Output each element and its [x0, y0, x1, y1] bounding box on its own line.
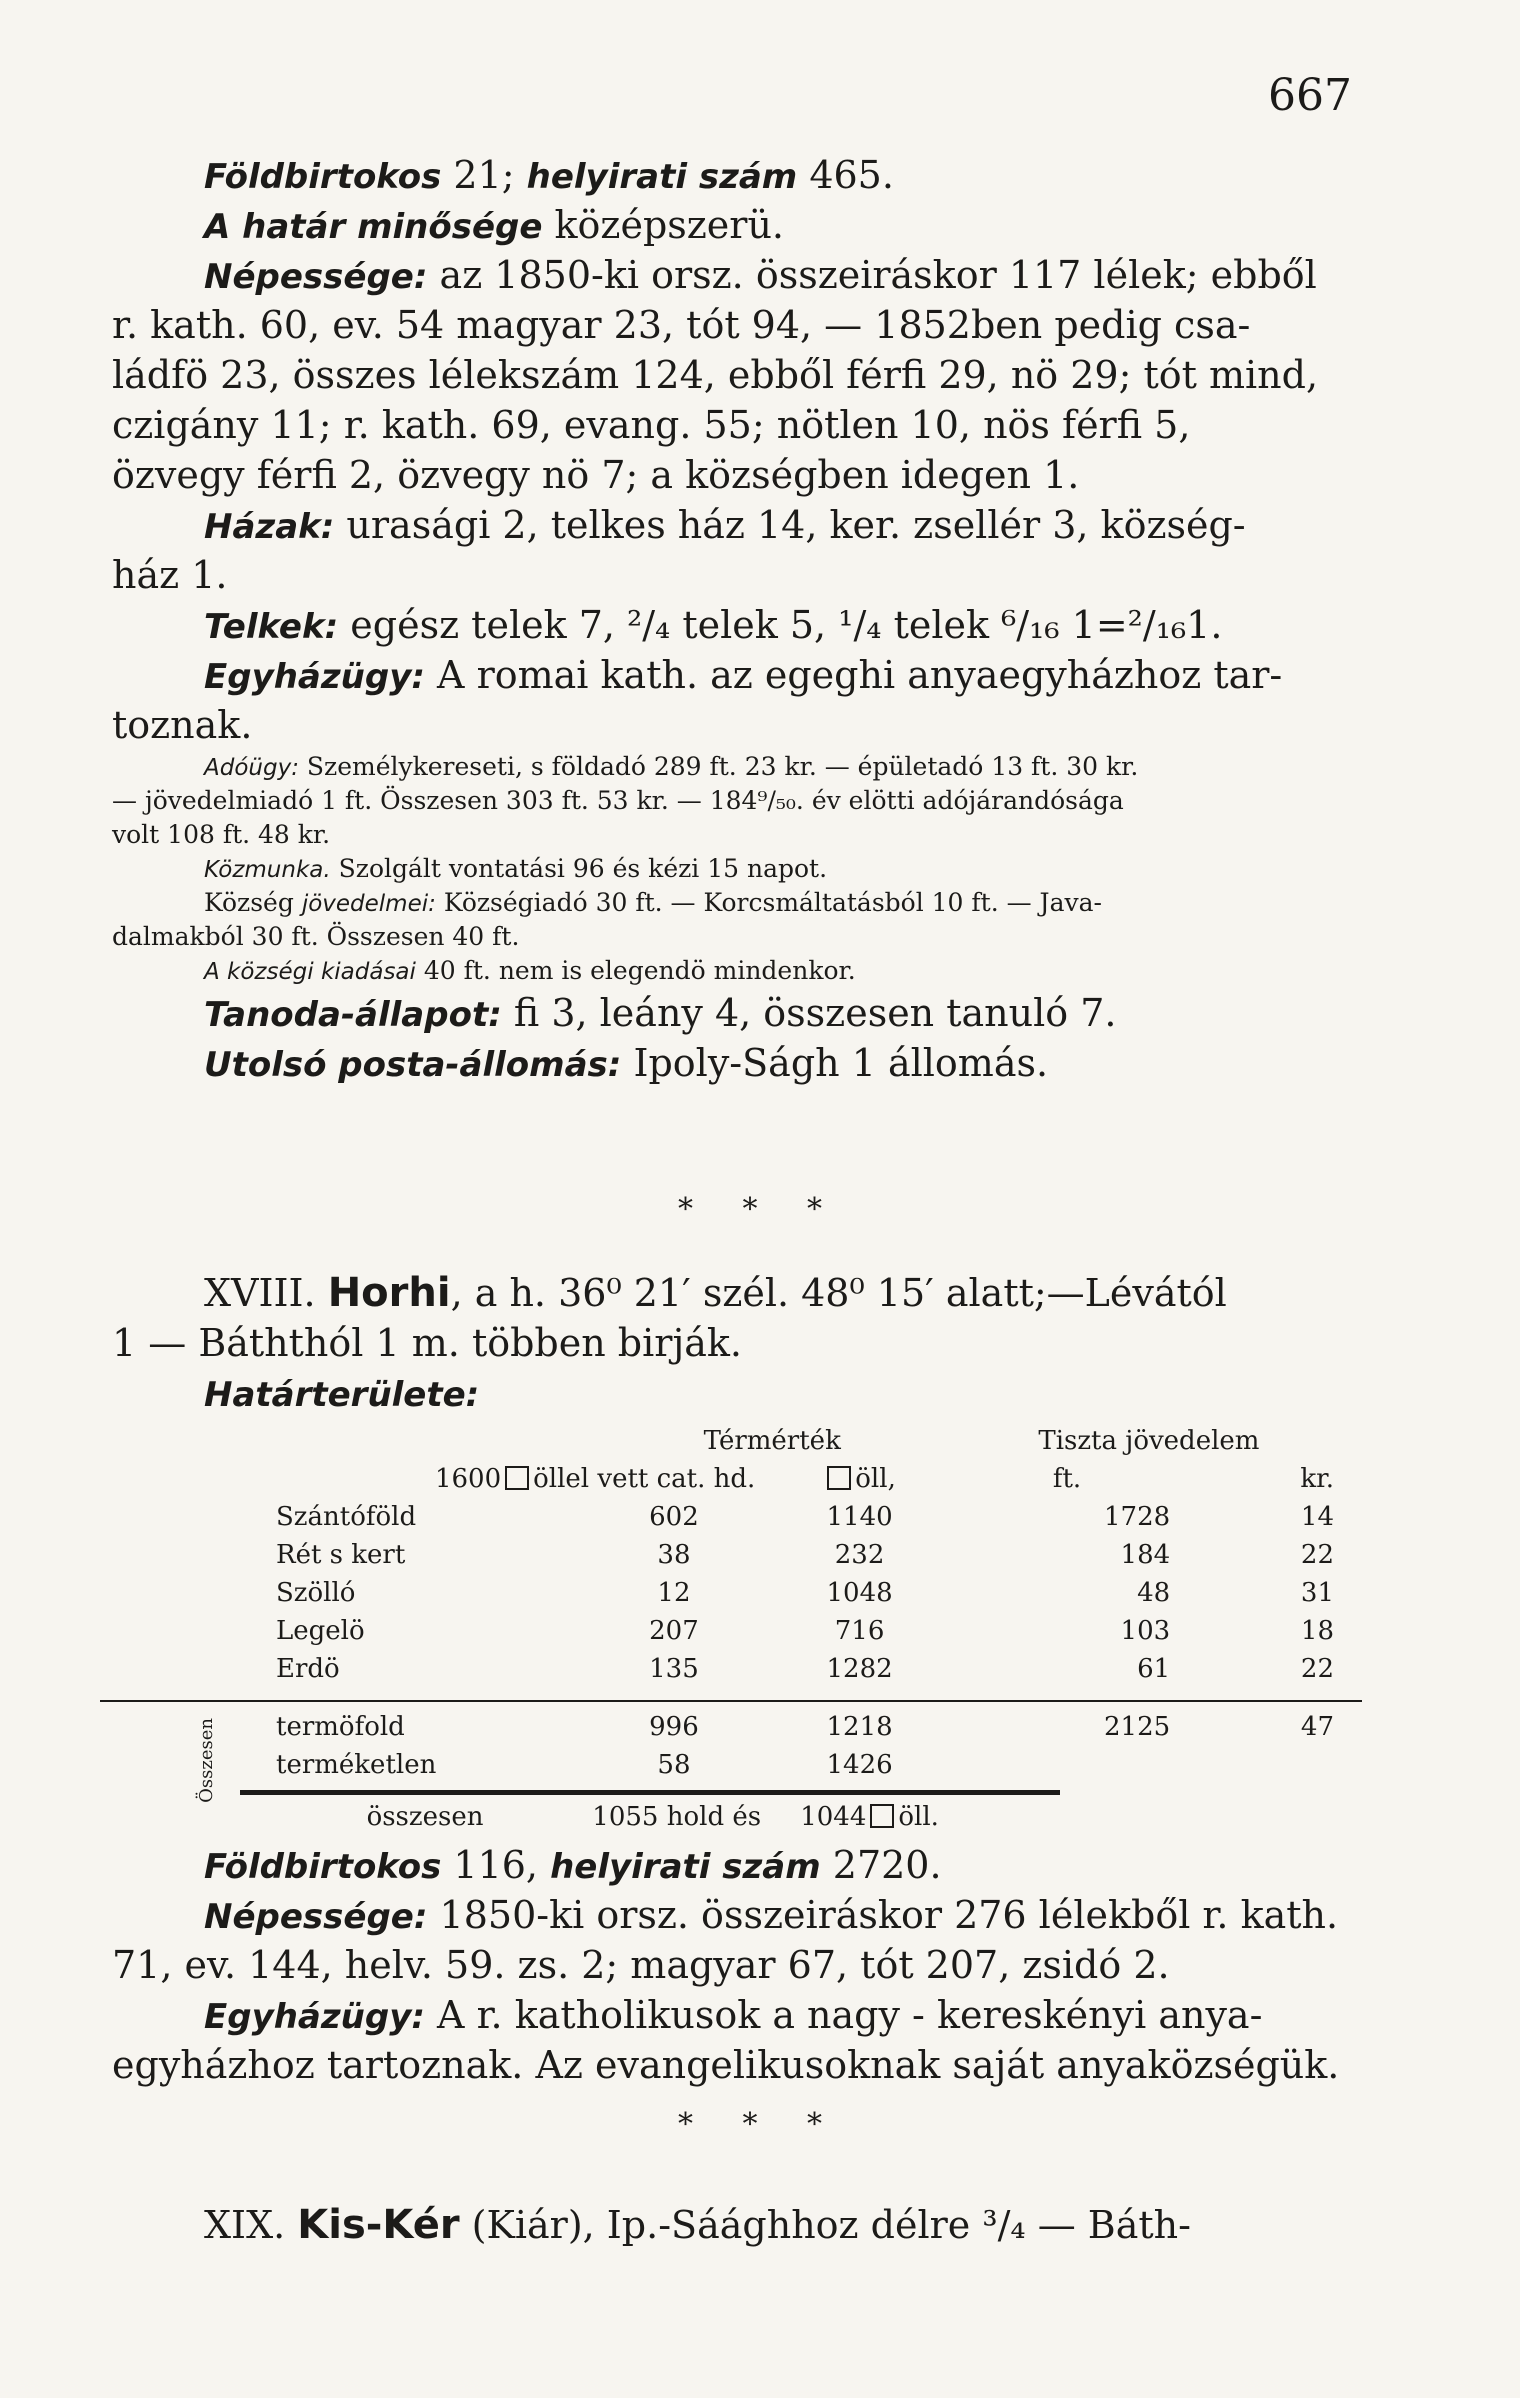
text-line: Egyházügy: A r. katholikusok a nagy - kereskényi anya-: [204, 1993, 1263, 2037]
text-line: özvegy férfi 2, özvegy nö 7; a községben idegen 1.: [112, 453, 1080, 497]
table-row: Szölló 12 1048 48 31: [276, 1578, 1334, 1608]
entry-heading: XVIII. Horhi, a h. 36⁰ 21′ szél. 48⁰ 15′ alatt;—Lévától: [204, 1270, 1227, 1316]
text-line: Házak: urasági 2, telkes ház 14, ker. zsellér 3, község-: [204, 503, 1246, 547]
table-row: Legelö 207 716 103 18: [276, 1616, 1334, 1646]
table-rule: [100, 1700, 1362, 1702]
text-line: ház 1.: [112, 553, 228, 597]
text-line: toznak.: [112, 703, 253, 747]
text-line: A határ minősége középszerü.: [204, 203, 784, 247]
text-line: Tanoda-állapot: fi 3, leány 4, összesen tanuló 7.: [204, 991, 1117, 1035]
land-area-totals: [270, 1708, 1340, 1784]
entry-heading: XIX. Kis-Kér (Kiár), Ip.-Sáághhoz délre ³/₄ — Báth-: [204, 2202, 1191, 2248]
column-header: Térmérték: [703, 1426, 841, 1456]
text-line: Határterülete:: [204, 1375, 480, 1415]
table-row: Szántóföld 602 1140 1728 14: [276, 1502, 1334, 1532]
text-line: Népessége: az 1850-ki orsz. összeiráskor 117 lélek; ebből: [204, 253, 1317, 297]
small-text-line: Község jövedelmei: Községiadó 30 ft. — Korcsmáltatásból 10 ft. — Java-: [204, 888, 1102, 917]
side-label: Összesen: [196, 1718, 217, 1803]
small-text-line: Adóügy: Személykereseti, s földadó 289 ft. 23 kr. — épületadó 13 ft. 30 kr.: [204, 752, 1139, 781]
table-row: terméketlen 58 1426: [276, 1750, 893, 1780]
text-line: Telkek: egész telek 7, ²/₄ telek 5, ¹/₄ telek ⁶/₁₆ 1=²/₁₆1.: [204, 603, 1223, 647]
village-entry-kis-ker: [112, 2200, 1374, 2250]
text-line: Földbirtokos 116, helyirati szám 2720.: [204, 1843, 942, 1887]
square-symbol: [870, 1804, 894, 1828]
text-line: egyházhoz tartoznak. Az evangelikusoknak saját anyaközségük.: [112, 2043, 1340, 2087]
small-text-line: — jövedelmiadó 1 ft. Összesen 303 ft. 53 kr. — 184⁹/₅₀. év elötti adójárandósága: [112, 786, 1124, 815]
text-line: czigány 11; r. kath. 69, evang. 55; nötlen 10, nös férfi 5,: [112, 403, 1191, 447]
village-entry-1: [112, 150, 1374, 1088]
land-area-sum: [270, 1798, 1340, 1836]
column-header: 1600 öllel vett cat. hd.: [434, 1464, 756, 1494]
text-line: ládfö 23, összes lélekszám 124, ebből férfi 29, nö 29; tót mind,: [112, 353, 1319, 397]
text-line: Utolsó posta-állomás: Ipoly-Ságh 1 állomás.: [204, 1041, 1049, 1085]
table-row: Rét s kert 38 232 184 22: [276, 1540, 1334, 1570]
text-line: 1 — Báththól 1 m. többen birják.: [112, 1321, 742, 1365]
page-number: 667: [1268, 70, 1352, 121]
small-text-line: A községi kiadásai 40 ft. nem is elegendö mindenkor.: [204, 956, 856, 985]
table-row: összesen 1055 hold és 1044 öll.: [366, 1802, 939, 1832]
section-separator: * * *: [677, 2107, 843, 2142]
text-line: 71, ev. 144, helv. 59. zs. 2; magyar 67, tót 207, zsidó 2.: [112, 1943, 1170, 1987]
land-area-table: [270, 1422, 1340, 1688]
section-separator: * * *: [677, 1192, 843, 1227]
village-entry-horhi: [112, 1268, 1374, 1418]
small-text-line: Közmunka. Szolgált vontatási 96 és kézi 15 napot.: [204, 854, 828, 883]
small-text-line: dalmakból 30 ft. Összesen 40 ft.: [112, 922, 520, 951]
square-symbol: [827, 1466, 851, 1490]
table-row: Erdö 135 1282 61 22: [276, 1654, 1334, 1684]
square-symbol: [505, 1466, 529, 1490]
small-text-line: volt 108 ft. 48 kr.: [112, 820, 331, 849]
column-header: ft.: [1052, 1464, 1082, 1494]
table-rule-thick: [240, 1790, 1060, 1795]
column-header: öll,: [761, 1460, 958, 1498]
village-entry-horhi-cont: [112, 1840, 1374, 2090]
text-line: Egyházügy: A romai kath. az egeghi anyaegyházhoz tar-: [204, 653, 1283, 697]
text-line: r. kath. 60, ev. 54 magyar 23, tót 94, — 1852ben pedig csa-: [112, 303, 1251, 347]
text-line: Népessége: 1850-ki orsz. összeiráskor 276 lélekből r. kath.: [204, 1893, 1339, 1937]
column-header: Tiszta jövedelem: [1038, 1426, 1260, 1456]
text-line: Földbirtokos 21; helyirati szám 465.: [204, 153, 894, 197]
table-row: termöfold 996 1218 2125 47: [276, 1712, 1334, 1742]
column-header: kr.: [1300, 1464, 1334, 1494]
